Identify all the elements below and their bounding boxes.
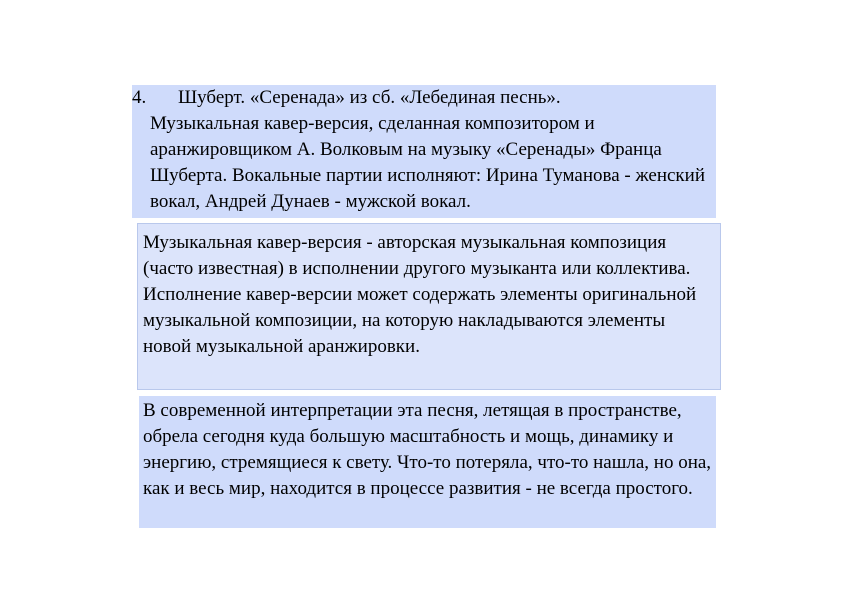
interpretation-text: В современной интерпретации эта песня, летящая в пространстве, обрела сегодня куда большую масштабность и мощь, динамику и энергию, стремящиеся к свету. Что-то потеряла, что-то нашла, но она, как и весь мир, находится в процессе развития - не всегда простого. [143, 400, 712, 499]
interpretation-block [139, 396, 716, 528]
song-title: Шуберт. «Серенада» из сб. «Лебединая песнь». [178, 87, 561, 108]
song-description: Музыкальная кавер-версия, сделанная композитором и аранжировщиком А. Волковым на музыку «Серенады» Франца Шуберта. Вокальные партии исполняют: Ирина Туманова - женский вокал, Андрей Дунаев - мужской вокал. [150, 113, 705, 212]
song-title-line [132, 85, 716, 111]
cover-definition-block [137, 223, 721, 390]
song-info-block [132, 85, 716, 218]
item-number: 4. [132, 87, 147, 108]
cover-definition-text: Музыкальная кавер-версия - авторская музыкальная композиция (часто известная) в исполнении другого музыканта или коллектива. Исполнение кавер-версии может содержать элементы оригинальной музыкальной композиции, на которую накладываются элементы новой музыкальной аранжировки. [143, 232, 697, 357]
